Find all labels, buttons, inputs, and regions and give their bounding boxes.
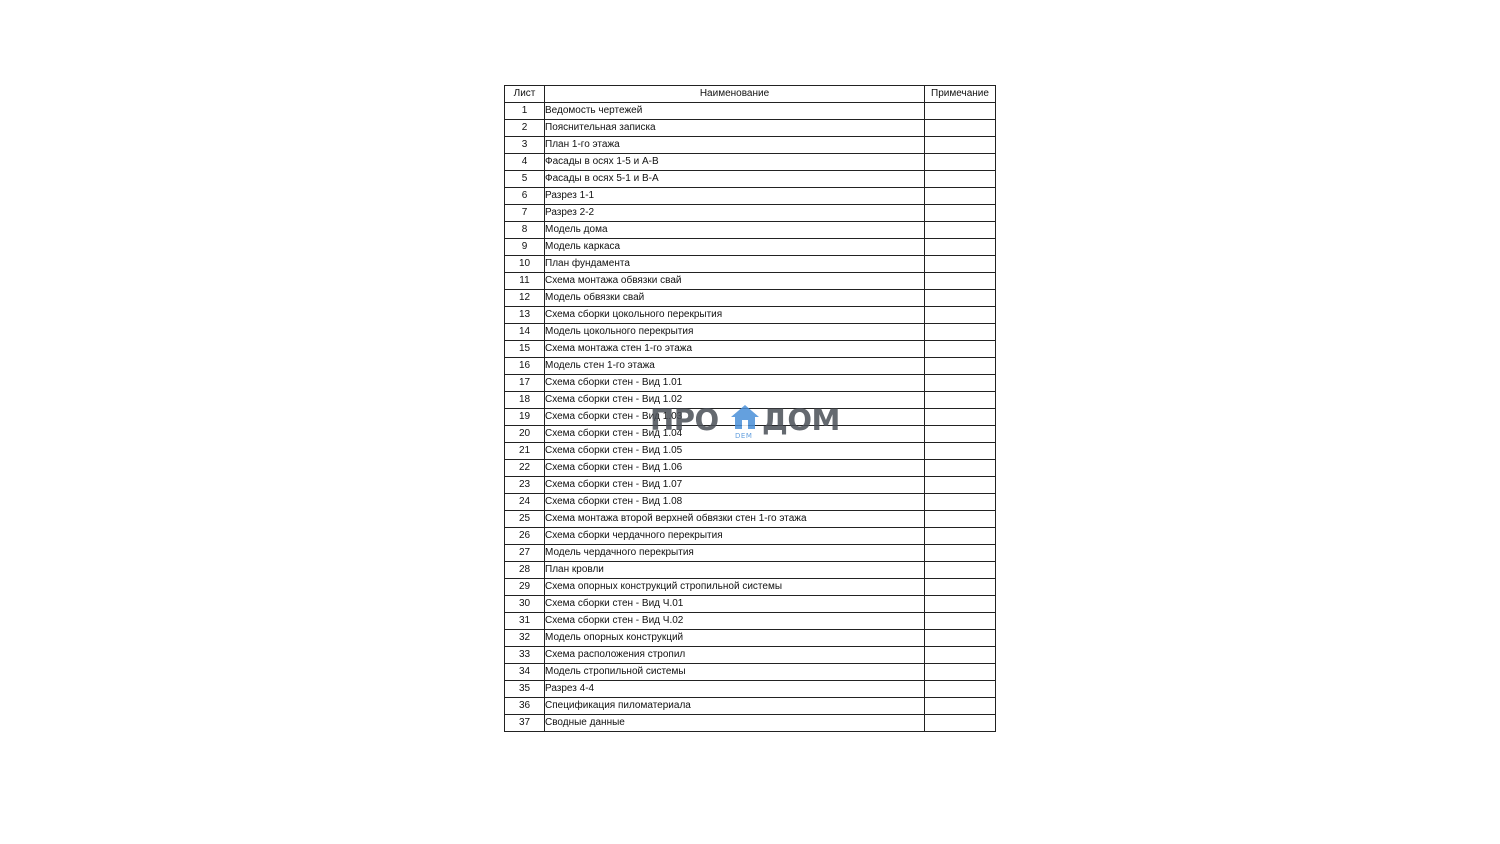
- sheet-number-cell: 35: [505, 681, 545, 698]
- table-row: [505, 443, 996, 460]
- note-cell: [925, 443, 996, 460]
- sheet-number-cell: 5: [505, 171, 545, 188]
- drawing-name-cell: Модель обвязки свай: [545, 290, 925, 307]
- drawing-name-cell: Модель стропильной системы: [545, 664, 925, 681]
- table-row: [505, 681, 996, 698]
- sheet-number-cell: 12: [505, 290, 545, 307]
- note-cell: [925, 460, 996, 477]
- table-row: [505, 579, 996, 596]
- table-row: [505, 205, 996, 222]
- drawing-name-cell: План фундамента: [545, 256, 925, 273]
- table-row: [505, 222, 996, 239]
- drawing-name-cell: Схема сборки стен - Вид 1.07: [545, 477, 925, 494]
- header-sheet: Лист: [505, 86, 545, 103]
- sheet-number-cell: 22: [505, 460, 545, 477]
- sheet-number-cell: 29: [505, 579, 545, 596]
- sheet-number-cell: 23: [505, 477, 545, 494]
- note-cell: [925, 528, 996, 545]
- table-row: [505, 477, 996, 494]
- drawing-name-cell: Схема сборки стен - Вид Ч.01: [545, 596, 925, 613]
- note-cell: [925, 375, 996, 392]
- note-cell: [925, 647, 996, 664]
- sheet-number-cell: 1: [505, 103, 545, 120]
- sheet-number-cell: 13: [505, 307, 545, 324]
- table-row: [505, 630, 996, 647]
- sheet-number-cell: 2: [505, 120, 545, 137]
- drawing-name-cell: Схема сборки стен - Вид 1.01: [545, 375, 925, 392]
- watermark-small-text: DEM: [735, 432, 753, 440]
- table-row: [505, 307, 996, 324]
- note-cell: [925, 681, 996, 698]
- table-row: [505, 528, 996, 545]
- note-cell: [925, 120, 996, 137]
- drawing-name-cell: Схема опорных конструкций стропильной системы: [545, 579, 925, 596]
- sheet-number-cell: 37: [505, 715, 545, 732]
- table-row: [505, 290, 996, 307]
- note-cell: [925, 698, 996, 715]
- drawing-name-cell: Модель опорных конструкций: [545, 630, 925, 647]
- note-cell: [925, 188, 996, 205]
- table-row: [505, 103, 996, 120]
- sheet-number-cell: 14: [505, 324, 545, 341]
- sheet-number-cell: 36: [505, 698, 545, 715]
- note-cell: [925, 137, 996, 154]
- table-row: [505, 715, 996, 732]
- note-cell: [925, 154, 996, 171]
- drawing-name-cell: Сводные данные: [545, 715, 925, 732]
- note-cell: [925, 290, 996, 307]
- sheet-number-cell: 27: [505, 545, 545, 562]
- note-cell: [925, 664, 996, 681]
- note-cell: [925, 273, 996, 290]
- drawing-name-cell: Модель стен 1-го этажа: [545, 358, 925, 375]
- table-row: [505, 596, 996, 613]
- drawing-name-cell: Разрез 2-2: [545, 205, 925, 222]
- note-cell: [925, 562, 996, 579]
- sheet-number-cell: 18: [505, 392, 545, 409]
- sheet-number-cell: 15: [505, 341, 545, 358]
- drawing-name-cell: План кровли: [545, 562, 925, 579]
- sheet-number-cell: 31: [505, 613, 545, 630]
- note-cell: [925, 579, 996, 596]
- sheet-number-cell: 11: [505, 273, 545, 290]
- note-cell: [925, 205, 996, 222]
- drawing-name-cell: Модель чердачного перекрытия: [545, 545, 925, 562]
- sheet-number-cell: 8: [505, 222, 545, 239]
- table-row: [505, 256, 996, 273]
- table-row: [505, 358, 996, 375]
- sheet-number-cell: 4: [505, 154, 545, 171]
- sheet-number-cell: 10: [505, 256, 545, 273]
- sheet-number-cell: 34: [505, 664, 545, 681]
- sheet-number-cell: 21: [505, 443, 545, 460]
- sheet-number-cell: 6: [505, 188, 545, 205]
- sheet-number-cell: 24: [505, 494, 545, 511]
- sheet-number-cell: 3: [505, 137, 545, 154]
- drawing-name-cell: Фасады в осях 5-1 и В-А: [545, 171, 925, 188]
- drawing-name-cell: Схема монтажа второй верхней обвязки стен 1-го этажа: [545, 511, 925, 528]
- drawing-name-cell: Спецификация пиломатериала: [545, 698, 925, 715]
- table-body: [505, 103, 996, 732]
- note-cell: [925, 477, 996, 494]
- drawing-name-cell: Схема монтажа стен 1-го этажа: [545, 341, 925, 358]
- sheet-number-cell: 19: [505, 409, 545, 426]
- note-cell: [925, 103, 996, 120]
- drawing-name-cell: Схема сборки стен - Вид 1.06: [545, 460, 925, 477]
- watermark-left-text: ПРО: [650, 403, 719, 437]
- note-cell: [925, 239, 996, 256]
- drawing-name-cell: Схема монтажа обвязки свай: [545, 273, 925, 290]
- note-cell: [925, 341, 996, 358]
- drawing-name-cell: Разрез 4-4: [545, 681, 925, 698]
- table-row: [505, 341, 996, 358]
- drawing-name-cell: Разрез 1-1: [545, 188, 925, 205]
- drawing-name-cell: Схема расположения стропил: [545, 647, 925, 664]
- drawing-name-cell: Схема сборки стен - Вид 1.08: [545, 494, 925, 511]
- drawing-name-cell: Фасады в осях 1-5 и А-В: [545, 154, 925, 171]
- drawing-name-cell: Схема сборки стен - Вид 1.02: [545, 392, 925, 409]
- table-row: [505, 188, 996, 205]
- sheet-number-cell: 16: [505, 358, 545, 375]
- drawing-name-cell: Модель каркаса: [545, 239, 925, 256]
- drawing-name-cell: Схема сборки стен - Вид 1.05: [545, 443, 925, 460]
- table-header-row: [505, 86, 996, 103]
- sheet-number-cell: 7: [505, 205, 545, 222]
- table-row: [505, 562, 996, 579]
- table-row: [505, 154, 996, 171]
- drawing-name-cell: Модель цокольного перекрытия: [545, 324, 925, 341]
- drawing-name-cell: Модель дома: [545, 222, 925, 239]
- table-row: [505, 392, 996, 409]
- sheet-number-cell: 9: [505, 239, 545, 256]
- sheet-number-cell: 26: [505, 528, 545, 545]
- drawing-name-cell: Пояснительная записка: [545, 120, 925, 137]
- drawing-name-cell: Схема сборки чердачного перекрытия: [545, 528, 925, 545]
- note-cell: [925, 494, 996, 511]
- note-cell: [925, 426, 996, 443]
- drawing-name-cell: Схема сборки стен - Вид 1.04: [545, 426, 925, 443]
- note-cell: [925, 171, 996, 188]
- note-cell: [925, 545, 996, 562]
- note-cell: [925, 613, 996, 630]
- sheet-number-cell: 30: [505, 596, 545, 613]
- drawings-list-table: [504, 85, 996, 732]
- table-row: [505, 545, 996, 562]
- table-row: [505, 273, 996, 290]
- drawing-name-cell: Схема сборки стен - Вид 1.03: [545, 409, 925, 426]
- table-row: [505, 511, 996, 528]
- table-row: [505, 494, 996, 511]
- note-cell: [925, 222, 996, 239]
- note-cell: [925, 511, 996, 528]
- table-row: [505, 409, 996, 426]
- sheet-number-cell: 17: [505, 375, 545, 392]
- table-row: [505, 460, 996, 477]
- sheet-number-cell: 28: [505, 562, 545, 579]
- table-row: [505, 426, 996, 443]
- sheet-number-cell: 25: [505, 511, 545, 528]
- table-row: [505, 171, 996, 188]
- sheet-number-cell: 33: [505, 647, 545, 664]
- table-row: [505, 698, 996, 715]
- header-name: Наименование: [545, 86, 925, 103]
- note-cell: [925, 409, 996, 426]
- header-note: Примечание: [925, 86, 996, 103]
- table-row: [505, 664, 996, 681]
- watermark-right-text: ДОМ: [762, 403, 840, 437]
- sheet-number-cell: 20: [505, 426, 545, 443]
- table-row: [505, 375, 996, 392]
- table-row: [505, 120, 996, 137]
- note-cell: [925, 392, 996, 409]
- note-cell: [925, 307, 996, 324]
- note-cell: [925, 256, 996, 273]
- drawing-name-cell: Схема сборки стен - Вид Ч.02: [545, 613, 925, 630]
- note-cell: [925, 324, 996, 341]
- drawing-name-cell: Схема сборки цокольного перекрытия: [545, 307, 925, 324]
- table-row: [505, 324, 996, 341]
- table-row: [505, 647, 996, 664]
- sheet-number-cell: 32: [505, 630, 545, 647]
- note-cell: [925, 715, 996, 732]
- table-row: [505, 239, 996, 256]
- table-row: [505, 137, 996, 154]
- drawing-name-cell: План 1-го этажа: [545, 137, 925, 154]
- drawing-name-cell: Ведомость чертежей: [545, 103, 925, 120]
- note-cell: [925, 596, 996, 613]
- note-cell: [925, 630, 996, 647]
- table-row: [505, 613, 996, 630]
- note-cell: [925, 358, 996, 375]
